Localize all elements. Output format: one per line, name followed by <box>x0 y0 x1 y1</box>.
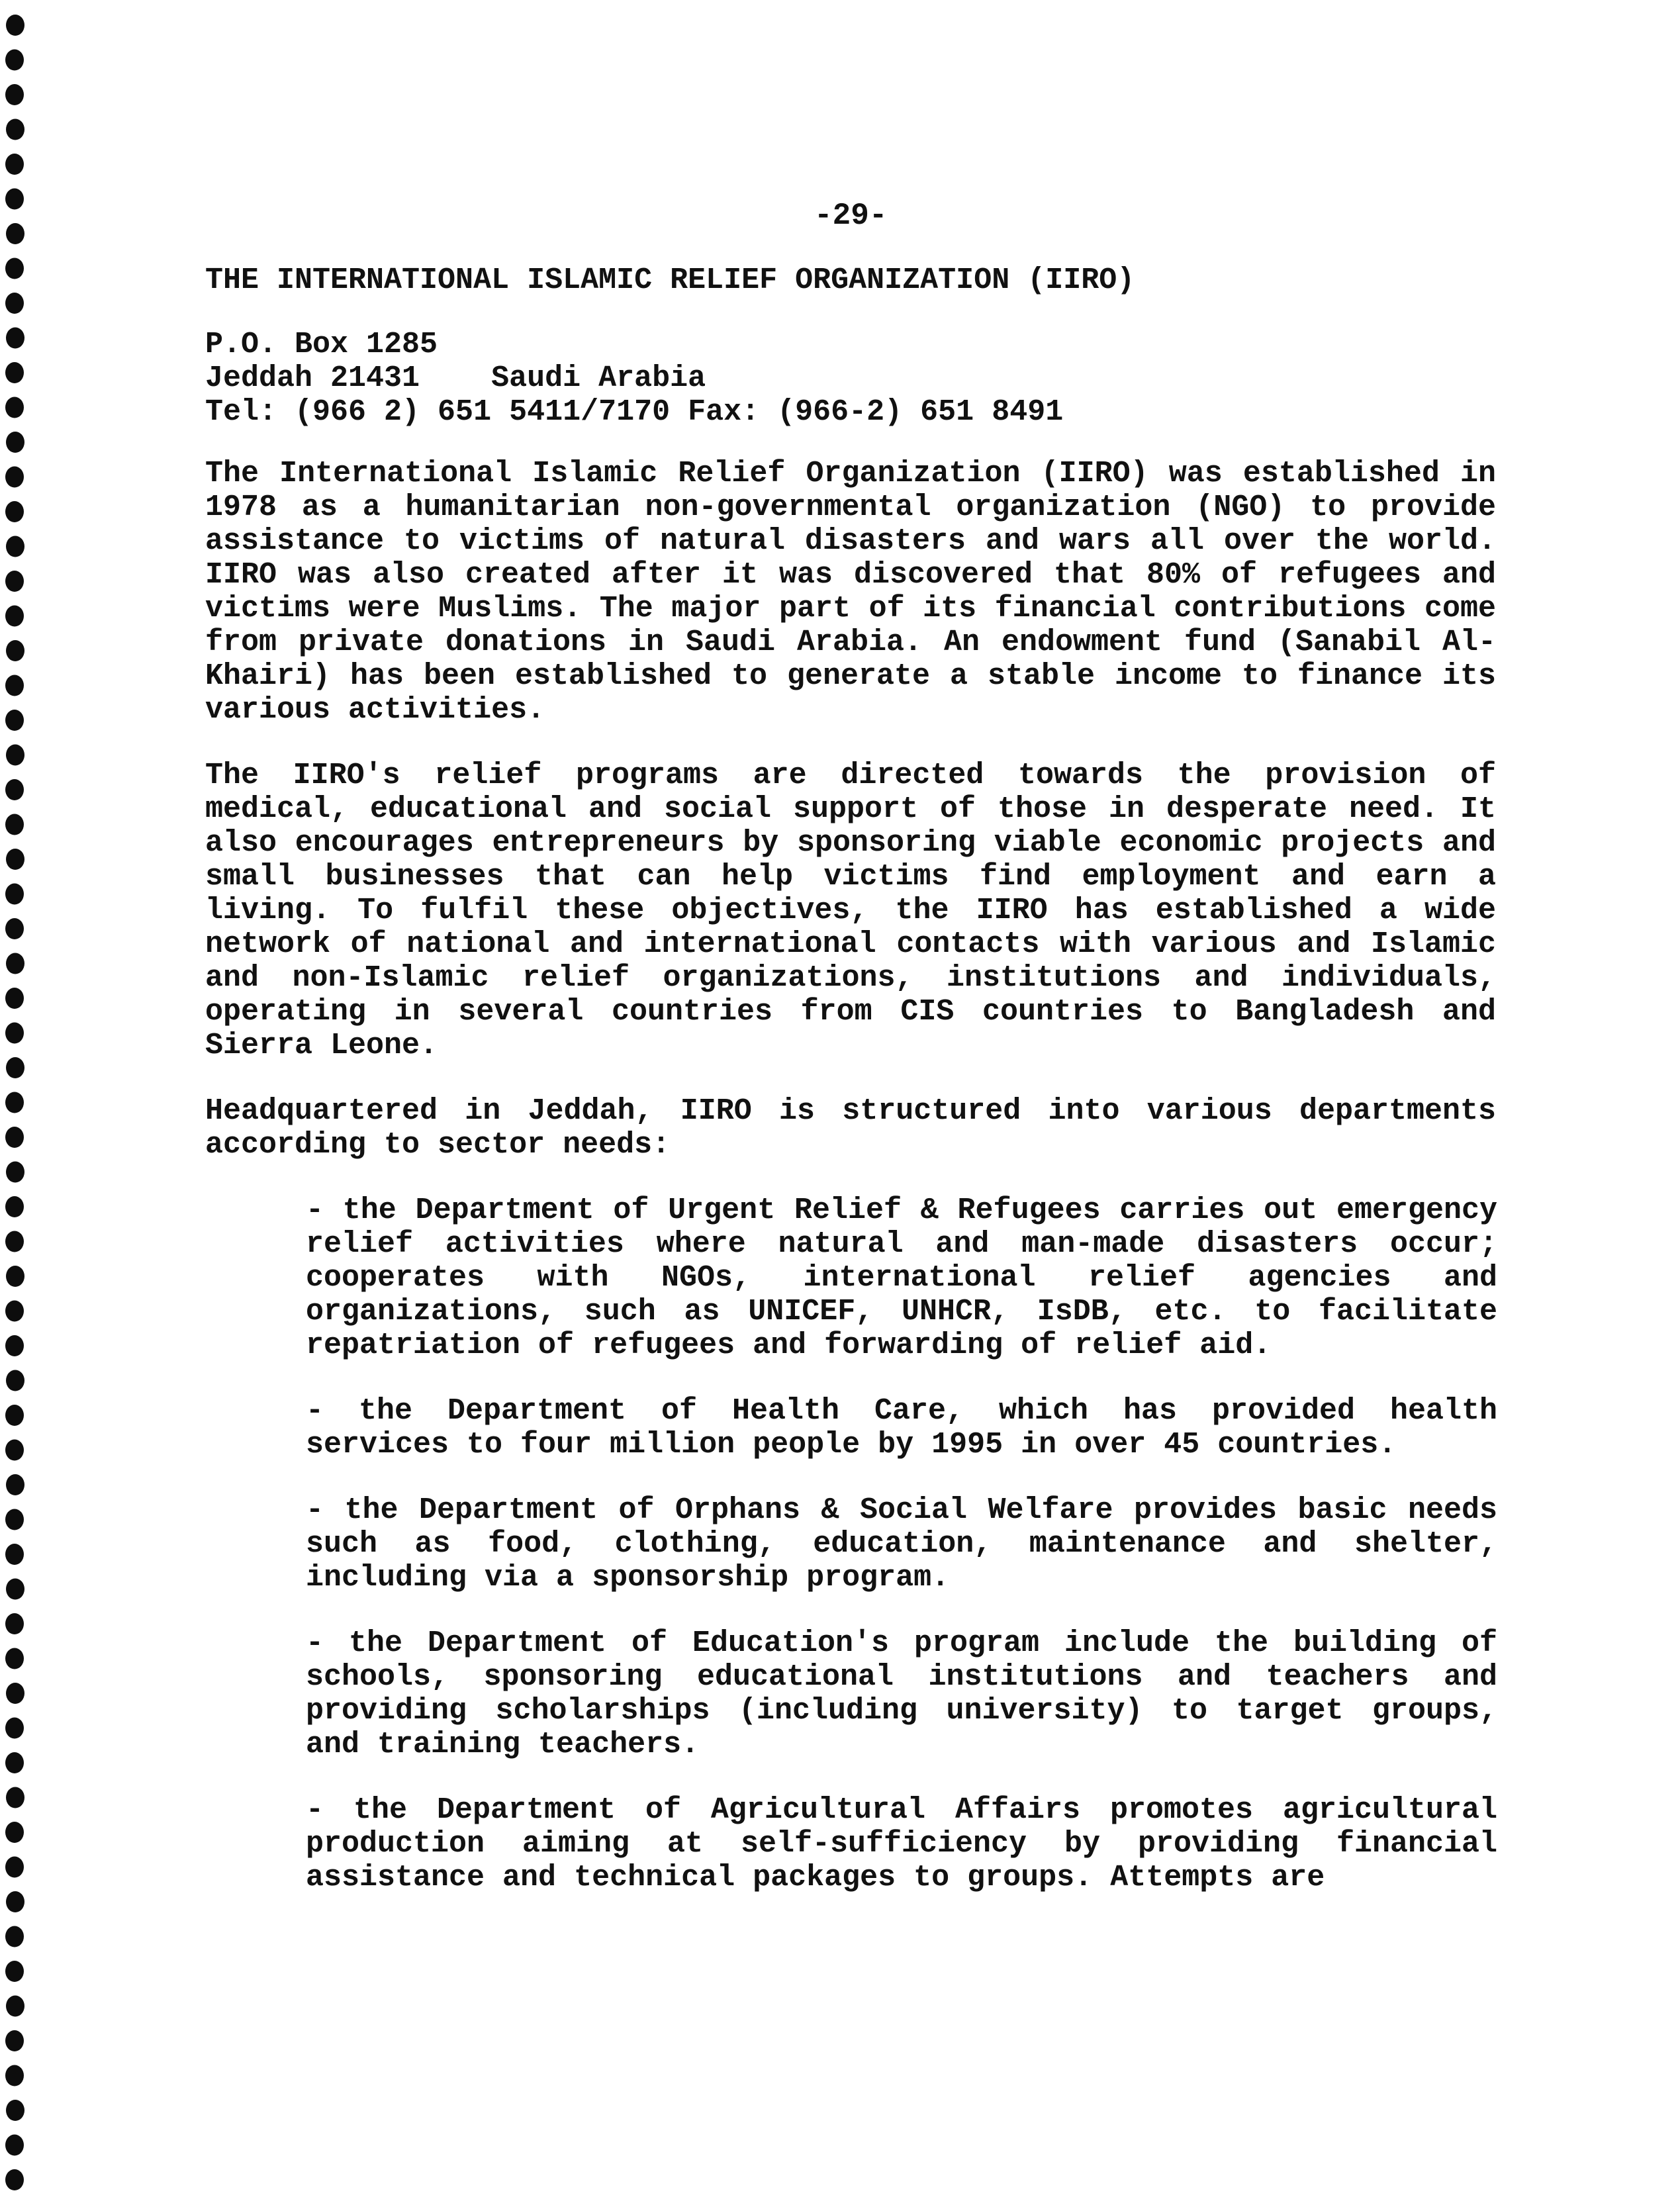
page-number: -29- <box>814 199 888 233</box>
binding-hole <box>6 953 24 974</box>
binding-holes <box>0 0 40 2201</box>
binding-hole <box>5 1613 24 1634</box>
department-item-orphans: - the Department of Orphans & Social Welfare provides basic needs such as food, clothing, education, maintenance and shelter, including via a sponsorship program. <box>306 1493 1497 1595</box>
binding-hole <box>6 1057 24 1078</box>
binding-hole <box>5 988 24 1009</box>
binding-hole <box>5 1648 24 1669</box>
binding-hole <box>5 1440 24 1461</box>
binding-hole <box>6 1891 24 1912</box>
binding-hole <box>5 1961 24 1982</box>
binding-hole <box>5 1127 24 1148</box>
binding-hole <box>5 1405 24 1426</box>
binding-hole <box>5 154 24 175</box>
binding-hole <box>6 1787 24 1808</box>
organization-title: THE INTERNATIONAL ISLAMIC RELIEF ORGANIZATION (IIRO) <box>205 263 1135 297</box>
binding-hole <box>5 1301 24 1322</box>
binding-hole <box>5 1718 24 1739</box>
binding-hole <box>6 432 24 453</box>
contact-line: Tel: (966 2) 651 5411/7170 Fax: (966-2) 651 8491 <box>205 395 1064 429</box>
binding-hole <box>6 849 24 870</box>
binding-hole <box>5 258 24 279</box>
binding-hole <box>5 1544 24 1565</box>
binding-hole <box>5 1822 24 1843</box>
binding-hole <box>6 119 24 140</box>
address-po-box: P.O. Box 1285 <box>205 328 438 361</box>
department-list <box>306 1194 1497 1895</box>
department-item-agriculture: - the Department of Agricultural Affairs promotes agricultural production aiming at self-sufficiency by providing financial assistance and technical packages to groups. Attempts are <box>306 1793 1497 1895</box>
binding-hole <box>5 1752 24 1773</box>
binding-hole <box>5 1857 24 1878</box>
binding-hole <box>6 1162 24 1183</box>
binding-hole <box>5 710 24 731</box>
binding-hole <box>5 189 24 210</box>
paragraph-programs: The IIRO's relief programs are directed towards the provision of medical, educational and social support of those in desperate need. It also encourages entrepreneurs by sponsoring viable economic projects and small businesses that can help victims find employment and earn a living. To fulfil these objectives, the IIRO has established a wide network of national and international contacts with various and Islamic and non-Islamic relief organizations, institutions and individuals, operating in several countries from CIS countries to Bangladesh and Sierra Leone. <box>205 759 1496 1062</box>
binding-hole <box>5 1023 24 1044</box>
binding-hole <box>5 501 24 522</box>
binding-hole <box>5 2135 24 2156</box>
binding-hole <box>6 536 24 557</box>
binding-hole <box>6 328 24 349</box>
binding-hole <box>5 1092 24 1113</box>
binding-hole <box>6 1370 24 1391</box>
binding-hole <box>5 1335 24 1356</box>
binding-hole <box>5 397 24 418</box>
binding-hole <box>6 2100 24 2121</box>
paragraph-headquarters: Headquartered in Jeddah, IIRO is structured into various departments according to sector needs: <box>205 1094 1496 1162</box>
binding-hole <box>6 640 24 661</box>
binding-hole <box>6 1266 24 1287</box>
department-item-health-care: - the Department of Health Care, which has provided health services to four million people by 1995 in over 45 countries. <box>306 1394 1497 1462</box>
document-body <box>205 261 1496 1926</box>
department-item-urgent-relief: - the Department of Urgent Relief & Refugees carries out emergency relief activities where natural and man-made disasters occur; cooperates with NGOs, international relief agencies and organizations, such as UNICEF, UNHCR, IsDB, etc. to facilitate repatriation of refugees and forwarding of relief aid. <box>306 1194 1497 1362</box>
binding-hole <box>5 2169 24 2190</box>
binding-hole <box>5 606 24 627</box>
binding-hole <box>5 1509 24 1530</box>
binding-hole <box>5 814 24 835</box>
binding-hole <box>6 1996 24 2017</box>
address-block <box>205 328 1496 429</box>
binding-hole <box>5 884 24 905</box>
binding-hole <box>5 779 24 800</box>
binding-hole <box>5 2065 24 2086</box>
binding-hole <box>5 293 24 314</box>
binding-hole <box>6 745 24 766</box>
binding-hole <box>6 1579 24 1600</box>
binding-hole <box>6 15 24 36</box>
binding-hole <box>5 2030 24 2051</box>
binding-hole <box>5 1926 24 1947</box>
binding-hole <box>5 1231 24 1252</box>
binding-hole <box>5 675 24 696</box>
binding-hole <box>6 1474 24 1495</box>
binding-hole <box>6 1683 24 1704</box>
binding-hole <box>6 223 24 244</box>
binding-hole <box>5 84 24 105</box>
binding-hole <box>5 1196 24 1217</box>
binding-hole <box>5 571 24 592</box>
department-item-education: - the Department of Education's program include the building of schools, sponsoring educational institutions and teachers and providing scholarships (including university) to target groups, and training teachers. <box>306 1626 1497 1761</box>
binding-hole <box>5 362 24 383</box>
address-city: Jeddah 21431 Saudi Arabia <box>205 361 706 395</box>
binding-hole <box>5 918 24 939</box>
binding-hole <box>5 50 24 71</box>
paragraph-intro: The International Islamic Relief Organization (IIRO) was established in 1978 as a humanitarian non-governmental organization (NGO) to provide assistance to victims of natural disasters and wars all over the world. IIRO was also created after it was discovered that 80% of refugees and victims were Muslims. The major part of its financial contributions come from private donations in Saudi Arabia. An endowment fund (Sanabil Al-Khairi) has been established to generate a stable income to finance its various activities. <box>205 457 1496 727</box>
binding-hole <box>5 467 24 488</box>
